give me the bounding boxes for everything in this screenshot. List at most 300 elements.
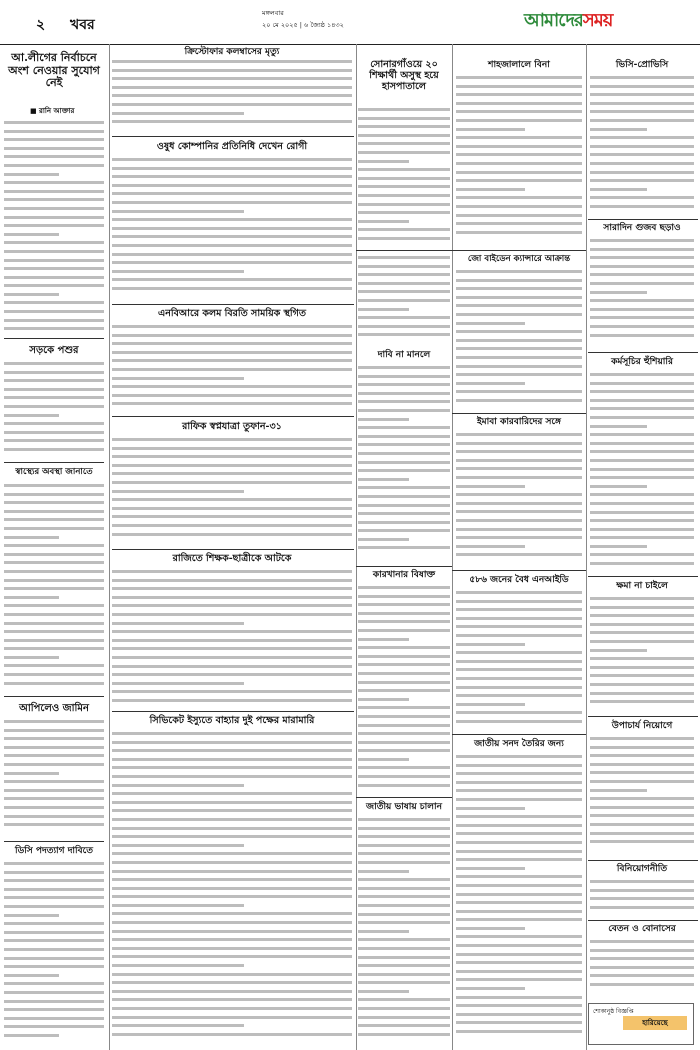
text-line [456,528,582,531]
text-line [590,880,694,883]
text-line [590,325,694,328]
text-line [112,60,352,63]
text-line [4,422,104,425]
text-line [4,319,104,322]
text-line [358,142,450,145]
text-line [358,538,409,541]
text-line [590,823,694,826]
text-line [4,622,104,625]
text-line [358,529,450,532]
text-line [4,448,104,451]
text-line [112,175,352,178]
article-body [112,732,352,1046]
text-line [4,746,104,749]
text-line [590,308,694,311]
text-line [112,887,352,890]
text-line [358,1007,450,1010]
text-line [358,435,450,438]
text-line [456,815,582,818]
text-line [590,299,694,302]
text-line [358,400,450,403]
text-line [4,155,104,158]
text-line [4,561,104,564]
text-line [590,136,694,139]
column-divider [452,44,453,1050]
article-body [456,591,582,731]
text-line [590,957,694,960]
article-headline: সিভিকেট ইস্যুতে বাহ্যার দুই পক্ষের মারামারি [149,715,315,726]
text-line [4,789,104,792]
text-line [358,117,450,120]
text-line [590,545,647,548]
text-line [456,634,582,637]
text-line [4,553,104,556]
text-line [358,392,450,395]
text-line [112,472,352,475]
text-line [456,390,582,393]
text-line [112,167,352,170]
text-line [112,904,244,907]
article-headline: কর্মসূচির হুঁশিয়ারি [611,357,673,367]
text-line [4,362,104,365]
text-line [4,914,59,917]
article-headline: উপাচার্য নিয়োগে [611,721,673,731]
text-line [590,145,694,148]
article-body [112,325,352,413]
text-line [112,947,352,950]
text-line [590,528,694,531]
text-line [4,147,104,150]
text-line [358,981,450,984]
ad-title: হারিয়েছে [623,1016,687,1030]
text-line [456,720,582,723]
text-line [590,416,694,419]
text-line [456,322,525,325]
text-line [590,746,694,749]
article-headline: ভিসি-প্রোভিসি [615,60,669,70]
text-line [358,749,450,752]
text-line [358,512,450,515]
text-line [456,162,582,165]
text-line [590,631,694,634]
text-line [112,515,352,518]
text-line [456,373,582,376]
text-line [112,385,352,388]
text-line [4,570,104,573]
issue-date: ২০ মে ২০২৫ | ৬ জ্যৈষ্ঠ ১৪৩২ [262,21,344,29]
text-line [4,233,59,236]
text-line [4,823,104,826]
text-line [4,587,104,590]
article-body [590,373,694,573]
text-line [358,521,450,524]
text-line [4,284,104,287]
article-body [590,597,694,713]
text-line [358,921,450,924]
text-line [112,998,352,1001]
text-line [590,683,694,686]
text-line [456,798,582,801]
text-line [590,265,694,268]
text-line [112,801,352,804]
text-line [590,763,694,766]
text-line [112,77,352,80]
text-line [4,896,104,899]
text-line [112,1024,244,1027]
article-body [4,121,104,336]
text-line [358,646,450,649]
text-line [358,973,450,976]
text-line [112,325,352,328]
text-line [590,511,694,514]
text-line [590,553,694,556]
article-headline: ক্ষমা না চাইলে [616,581,668,591]
text-line [358,461,450,464]
text-line [456,893,582,896]
text-line [112,69,352,72]
text-line [4,1034,59,1037]
text-line [590,442,694,445]
text-line [112,1007,352,1010]
text-line [4,939,104,942]
article-body [590,940,694,1000]
text-line [456,110,582,113]
text-line [590,373,694,376]
text-line [456,85,582,88]
text-line [4,806,104,809]
text-line [358,273,450,276]
text-line [456,970,582,973]
text-line [456,850,582,853]
text-line [358,282,450,285]
text-line [590,771,694,774]
text-line [112,656,352,659]
text-line [4,1000,104,1003]
text-line [358,134,450,137]
text-line [358,265,450,268]
text-line [456,502,582,505]
text-line [456,608,582,611]
text-line [590,316,694,319]
text-line [4,518,104,521]
text-line [358,125,450,128]
article-headline: জাতীয় সনদ তৈরির জন্য [474,739,564,749]
text-line [456,76,582,79]
text-line [4,439,104,442]
text-line [112,630,352,633]
text-line [112,524,352,527]
text-line [4,405,104,408]
text-line [112,699,352,702]
text-line [112,394,352,397]
text-line [456,93,582,96]
text-line [590,128,647,131]
text-line [456,536,582,539]
text-line [456,935,582,938]
text-line [590,502,694,505]
text-line [590,754,694,757]
text-line [358,290,450,293]
text-line [590,493,694,496]
text-line [358,160,409,163]
text-line [358,595,450,598]
text-line [456,330,582,333]
text-line [112,741,352,744]
text-line [456,214,582,217]
text-line [590,606,694,609]
text-line [590,674,694,677]
text-line [590,425,647,428]
text-line [590,897,694,900]
text-line [456,313,582,316]
text-line [590,450,694,453]
text-line [358,612,450,615]
text-line [112,334,352,337]
text-line [112,287,352,290]
text-line [4,905,104,908]
article-headline: ইমাবা কারবারিদের সঙ্গে [476,417,561,427]
text-line [112,1016,352,1019]
text-line [112,682,244,685]
text-line [358,904,450,907]
text-line [4,164,104,167]
text-line [4,991,104,994]
text-line [456,296,582,299]
text-line [590,196,694,199]
article-body [590,737,694,857]
text-line [358,990,409,993]
text-line [112,938,352,941]
text-line [456,901,582,904]
text-line [590,162,694,165]
text-line [112,861,352,864]
text-line [358,151,450,154]
text-line [4,673,104,676]
text-line [358,766,450,769]
text-line [590,974,694,977]
text-line [358,177,450,180]
text-line [4,579,104,582]
text-line [112,973,352,976]
text-line [456,807,525,810]
text-line [4,780,104,783]
text-line [590,906,694,909]
text-line [4,965,104,968]
text-line [112,278,352,281]
text-line [112,775,352,778]
text-line [4,267,104,270]
article-body [456,755,582,1046]
text-line [456,961,582,964]
text-line [112,930,352,933]
column-divider [586,44,587,1050]
text-line [358,724,450,727]
text-line [358,672,450,675]
article-headline: আ.লীগের নির্বাচনে অংশ নেওয়ার সুযোগ নেই [8,51,100,90]
text-line [112,261,352,264]
text-line [358,586,450,589]
text-line [358,228,450,231]
text-line [456,450,582,453]
text-line [358,603,450,606]
text-line [590,814,694,817]
text-line [456,1030,582,1033]
text-line [4,797,104,800]
text-line [112,86,352,89]
text-line [590,966,694,969]
article-headline: সড়কে পশুর [29,345,79,356]
text-line [112,639,352,642]
text-line [4,241,104,244]
text-line [358,469,450,472]
text-line [358,956,450,959]
text-line [4,754,104,757]
text-line [358,706,450,709]
text-line [456,128,525,131]
text-line [456,179,582,182]
text-line [590,700,694,703]
text-line [358,818,450,821]
text-line [590,282,694,285]
article-headline: স্বাস্থ্যের অবস্থা জানাতে [15,467,93,477]
text-line [590,153,694,156]
text-line [590,889,694,892]
text-line [112,870,352,873]
text-line [456,660,582,663]
text-line [4,510,104,513]
text-line [456,824,582,827]
text-line [112,665,352,668]
article-headline: রাফিক স্বপ্নযাত্রা তুফান-৩১ [182,421,282,432]
text-line [4,772,59,775]
text-line [456,918,582,921]
article-headline: এনবিআরে কলম বিরতি সাময়িক স্থগিত [158,308,306,319]
text-line [4,763,104,766]
section-name: খবর [70,17,95,33]
text-line [456,841,582,844]
text-line [112,827,352,830]
text-line [4,250,104,253]
text-line [358,366,450,369]
text-line [456,858,582,861]
text-line [4,639,104,642]
text-line [358,1016,450,1019]
text-line [358,383,450,386]
text-line [4,414,59,417]
text-line [4,720,104,723]
text-line [358,629,450,632]
text-line [358,844,450,847]
article-body [456,270,582,410]
text-line [590,485,647,488]
text-line [456,910,582,913]
text-line [4,121,104,124]
article-body [112,570,352,708]
article-headline: শাহজালালে বিনা [488,60,550,70]
text-line [358,638,409,641]
column-divider [109,44,110,1050]
text-line [590,476,694,479]
text-line [590,949,694,952]
text-line [456,884,582,887]
text-line [590,382,694,385]
text-line [358,835,450,838]
text-line [358,203,450,206]
text-line [112,732,352,735]
text-line [112,587,352,590]
article-body [358,366,450,562]
text-line [4,198,104,201]
text-line [590,407,694,410]
text-line [456,668,582,671]
text-line [456,476,582,479]
text-line [358,495,450,498]
text-line [112,359,352,362]
text-line [590,85,694,88]
text-line [590,390,694,393]
issue-day: মঙ্গলবার [262,9,284,17]
text-line [590,536,694,539]
text-line [4,613,104,616]
text-line [112,921,352,924]
text-line [456,365,582,368]
article-headline: দাবি না মানলে [377,350,431,360]
text-line [456,356,582,359]
text-line [456,382,525,385]
text-line [4,862,104,865]
text-line [456,467,582,470]
text-line [4,948,104,951]
text-line [4,729,104,732]
text-line [456,755,582,758]
text-line [590,239,694,242]
text-line [358,964,450,967]
text-line [456,711,582,714]
text-line [456,545,525,548]
text-line [112,112,244,115]
text-line [112,235,352,238]
text-line [4,682,104,685]
text-line [112,964,244,967]
text-line [112,981,352,984]
text-line [590,780,694,783]
text-line [456,287,582,290]
text-line [112,990,352,993]
text-line [4,501,104,504]
text-line [358,861,450,864]
text-line [4,181,104,184]
page-number: ২ [36,17,46,33]
text-line [590,291,647,294]
text-line [590,649,647,652]
text-line [456,231,582,234]
text-line [456,703,525,706]
text-line [4,974,59,977]
text-line [456,686,582,689]
text-line [112,1033,352,1036]
article-body [4,484,104,694]
text-line [456,944,582,947]
text-line [590,188,647,191]
text-line [112,184,352,187]
text-line [590,562,694,565]
text-line [456,519,582,522]
text-line [112,455,352,458]
text-line [112,895,352,898]
text-line [358,620,450,623]
text-line [112,507,352,510]
text-line [4,888,104,891]
